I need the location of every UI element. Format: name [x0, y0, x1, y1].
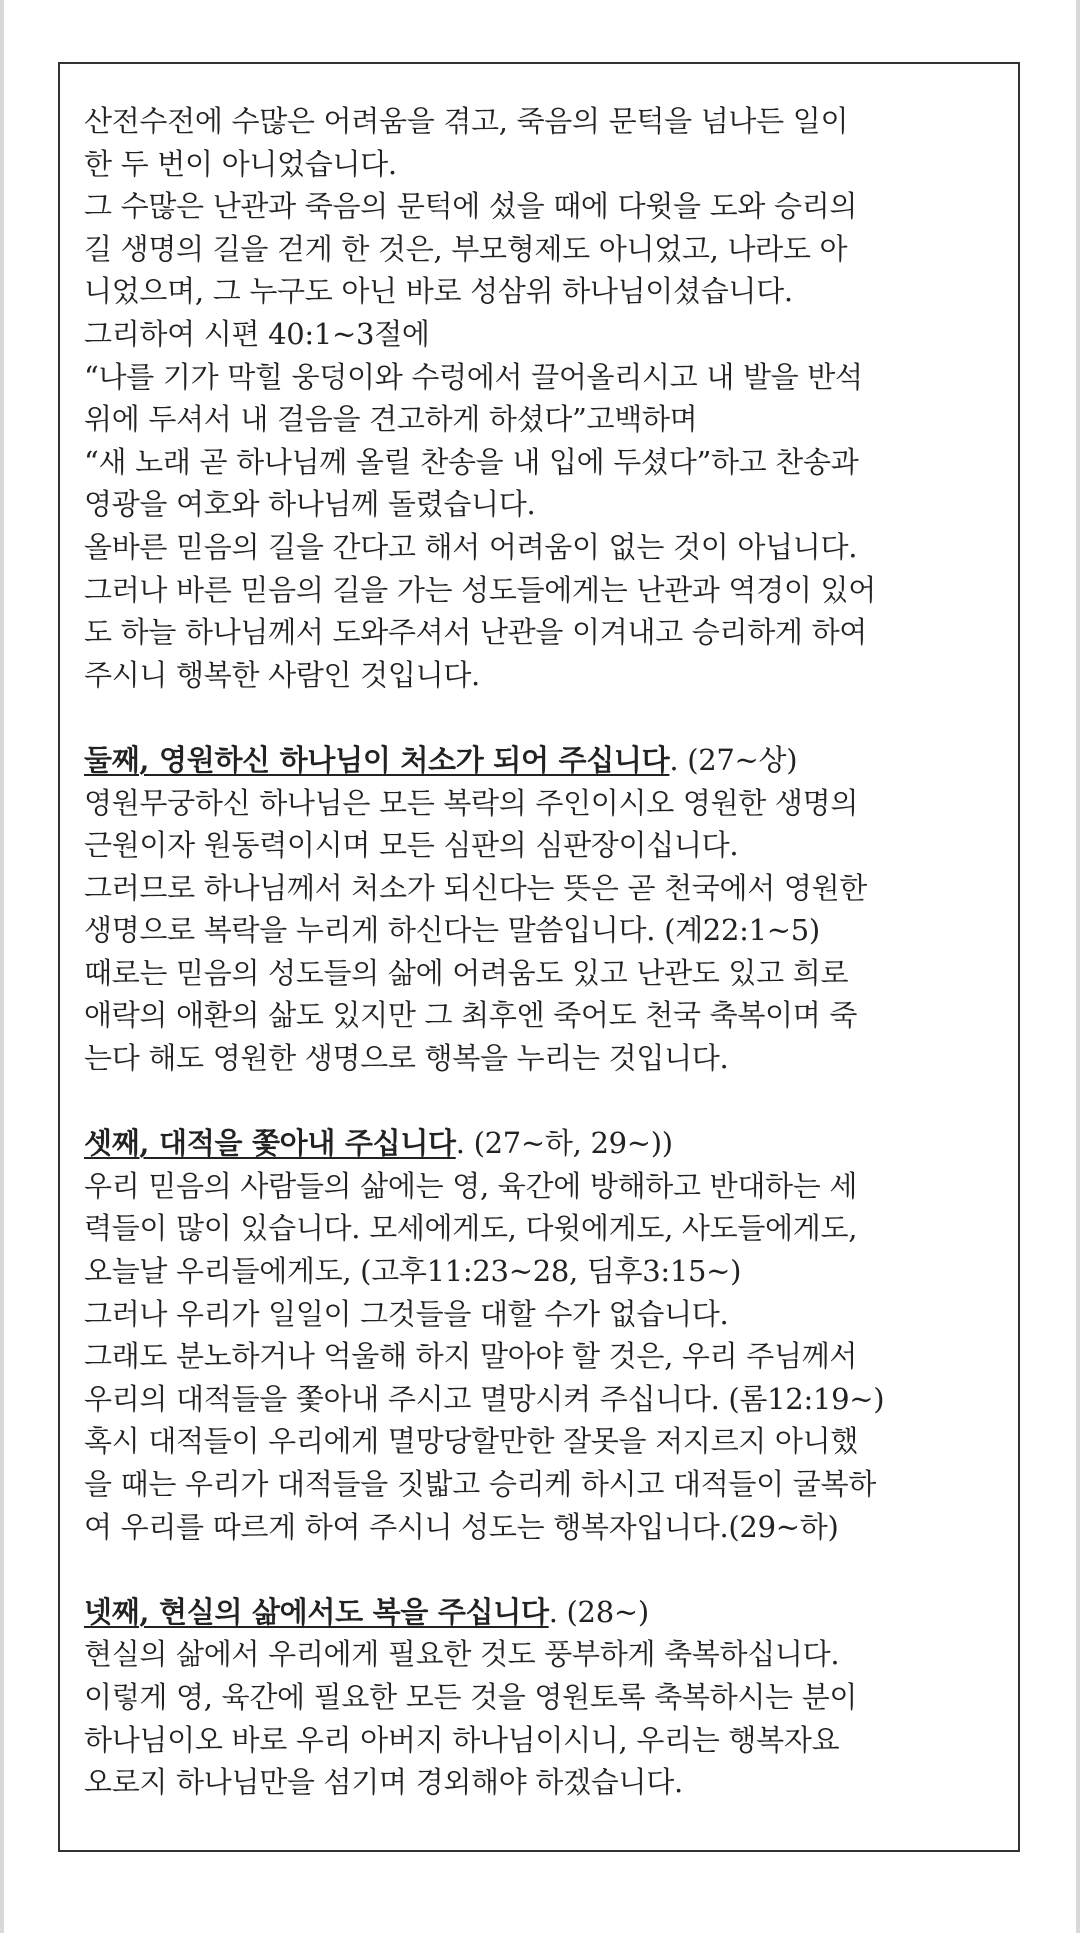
paragraph-gap	[84, 1548, 992, 1591]
text-line: 산전수전에 수많은 어려움을 겪고, 죽음의 문턱을 넘나든 일이	[84, 104, 849, 138]
text-line: 길 생명의 길을 걷게 한 것은, 부모형제도 아니었고, 나라도 아	[84, 231, 848, 266]
text-line: 니었으며, 그 누구도 아닌 바로 성삼위 하나님이셨습니다.	[84, 274, 793, 309]
text-line: 여 우리를 따르게 하여 주시니 성도는 행복자입니다.(29~하)	[84, 1509, 839, 1544]
text-line: “나를 기가 막힐 웅덩이와 수렁에서 끌어올리시고 내 발을 반석	[84, 359, 863, 394]
section-heading-title: 셋째, 대적을 쫓아내 주십니다	[84, 1126, 456, 1161]
paragraph-gap	[84, 1080, 992, 1123]
text-line: 그 수많은 난관과 죽음의 문턱에 섰을 때에 다윗을 도와 승리의	[84, 189, 858, 224]
text-line: 올바른 믿음의 길을 간다고 해서 어려움이 없는 것이 아닙니다.	[84, 529, 858, 564]
paragraph-intro	[84, 100, 992, 696]
section-heading-reference: . (28~)	[548, 1594, 649, 1629]
text-line: 한 두 번이 아니었습니다.	[84, 146, 397, 181]
page-right-edge	[1076, 0, 1080, 1933]
text-line: 그러므로 하나님께서 처소가 되신다는 뜻은 곧 천국에서 영원한	[84, 870, 867, 905]
text-line: 그러나 바른 믿음의 길을 가는 성도들에게는 난관과 역경이 있어	[84, 572, 876, 607]
text-line: 근원이자 원동력이시며 모든 심판의 심판장이십니다.	[84, 828, 739, 863]
section-second	[84, 739, 992, 1080]
text-line: 도 하늘 하나님께서 도와주셔서 난관을 이겨내고 승리하게 하여	[84, 615, 867, 650]
bordered-text-box	[58, 62, 1020, 1852]
section-heading	[84, 739, 992, 782]
text-line: 그러나 우리가 일일이 그것들을 대할 수가 없습니다.	[84, 1296, 729, 1331]
text-line: 오로지 하나님만을 섬기며 경외해야 하겠습니다.	[84, 1765, 683, 1800]
text-line: 는다 해도 영원한 생명으로 행복을 누리는 것입니다.	[84, 1041, 729, 1076]
text-line: 이렇게 영, 육간에 필요한 모든 것을 영원토록 축복하시는 분이	[84, 1679, 858, 1714]
text-line: 위에 두셔서 내 걸음을 견고하게 하셨다”고백하며	[84, 402, 698, 437]
section-heading	[84, 1591, 992, 1634]
text-line: 영원무궁하신 하나님은 모든 복락의 주인이시오 영원한 생명의	[84, 785, 859, 820]
section-third	[84, 1122, 992, 1548]
text-line: 생명으로 복락을 누리게 하신다는 말씀입니다. (계22:1~5)	[84, 913, 820, 948]
section-heading	[84, 1122, 992, 1165]
text-line: 력들이 많이 있습니다. 모세에게도, 다윗에게도, 사도들에게도,	[84, 1211, 858, 1246]
text-line: “새 노래 곧 하나님께 올릴 찬송을 내 입에 두셨다”하고 찬송과	[84, 444, 859, 479]
text-line: 그리하여 시편 40:1~3절에	[84, 316, 430, 351]
paragraph-gap	[84, 696, 992, 739]
text-line: 애락의 애환의 삶도 있지만 그 최후엔 죽어도 천국 축복이며 죽	[84, 998, 858, 1033]
section-heading-reference: . (27~하, 29~))	[455, 1126, 673, 1161]
text-line: 주시니 행복한 사람인 것입니다.	[84, 657, 480, 692]
section-heading-title: 넷째, 현실의 삶에서도 복을 주십니다	[84, 1594, 549, 1629]
text-line: 그래도 분노하거나 억울해 하지 말아야 할 것은, 우리 주님께서	[84, 1339, 858, 1374]
text-line: 우리 믿음의 사람들의 삶에는 영, 육간에 방해하고 반대하는 세	[84, 1168, 858, 1203]
page-left-edge	[0, 0, 4, 1933]
text-line: 혹시 대적들이 우리에게 멸망당할만한 잘못을 저지르지 아니했	[84, 1424, 859, 1459]
text-line: 영광을 여호와 하나님께 돌렸습니다.	[84, 487, 536, 522]
text-line: 우리의 대적들을 쫓아내 주시고 멸망시켜 주십니다. (롬12:19~)	[84, 1381, 885, 1416]
section-heading-title: 둘째, 영원하신 하나님이 처소가 되어 주십니다	[84, 742, 670, 777]
section-fourth	[84, 1591, 992, 1804]
text-line: 오늘날 우리들에게도, (고후11:23~28, 딤후3:15~)	[84, 1254, 742, 1289]
text-line: 을 때는 우리가 대적들을 짓밟고 승리케 하시고 대적들이 굴복하	[84, 1467, 876, 1501]
text-line: 하나님이오 바로 우리 아버지 하나님이시니, 우리는 행복자요	[84, 1722, 840, 1757]
text-line: 때로는 믿음의 성도들의 삶에 어려움도 있고 난관도 있고 희로	[84, 955, 849, 990]
section-heading-reference: . (27~상)	[669, 742, 798, 777]
text-line: 현실의 삶에서 우리에게 필요한 것도 풍부하게 축복하십니다.	[84, 1637, 840, 1672]
